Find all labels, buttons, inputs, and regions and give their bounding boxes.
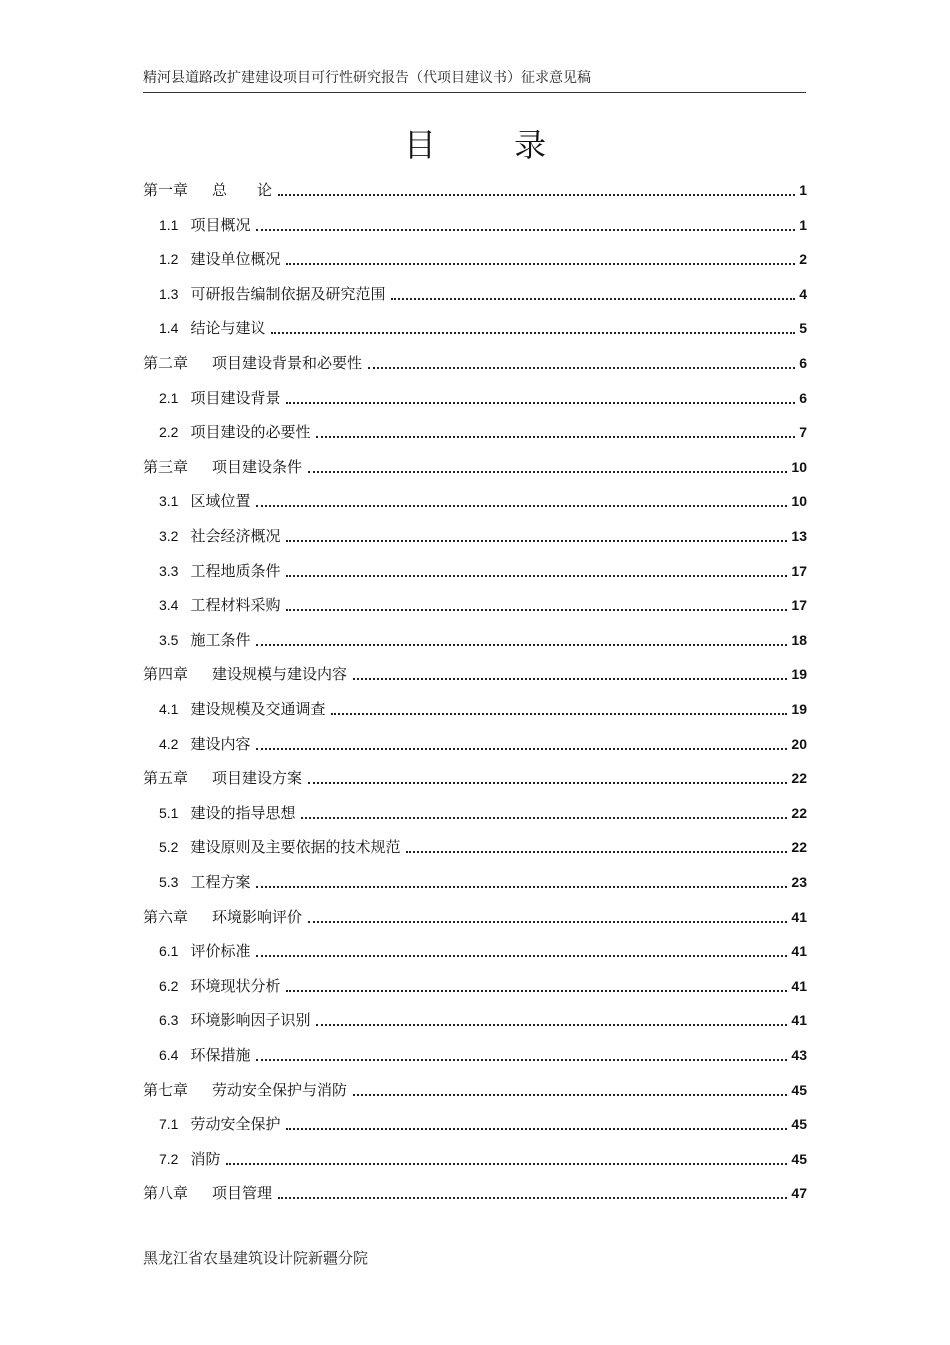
toc-chapter-entry[interactable] xyxy=(143,455,807,477)
toc-entry-number: 第七章 xyxy=(143,1081,189,1099)
toc-entry-title: 项目建设的必要性 xyxy=(190,423,311,441)
toc-chapter-entry[interactable] xyxy=(143,1078,807,1100)
toc-entry-number: 第四章 xyxy=(143,665,189,683)
toc-section-entry[interactable] xyxy=(159,1043,807,1065)
toc-entry-number: 3.5 xyxy=(159,632,179,648)
dot-leader xyxy=(308,782,787,784)
toc-entry-title: 项目建设方案 xyxy=(212,769,303,787)
toc-section-entry[interactable] xyxy=(159,316,807,338)
dot-leader xyxy=(353,1094,787,1096)
toc-chapter-entry[interactable] xyxy=(143,1181,807,1203)
dot-leader xyxy=(308,921,787,923)
dot-leader xyxy=(256,505,787,507)
toc-entry-number: 3.3 xyxy=(159,563,179,579)
toc-page-number: 45 xyxy=(791,1082,807,1098)
toc-entry-number: 第五章 xyxy=(143,769,189,787)
toc-section-entry[interactable] xyxy=(159,593,807,615)
toc-entry-number: 3.2 xyxy=(159,528,179,544)
toc-section-entry[interactable] xyxy=(159,489,807,511)
toc-section-entry[interactable] xyxy=(159,835,807,857)
toc-chapter-entry[interactable] xyxy=(143,178,807,200)
toc-page-number: 22 xyxy=(791,839,807,855)
toc-entry-title: 建设的指导思想 xyxy=(190,804,296,822)
toc-entry-number: 5.2 xyxy=(159,839,179,855)
toc-entry-title: 建设原则及主要依据的技术规范 xyxy=(190,838,401,856)
dot-leader xyxy=(353,678,787,680)
toc-entry-title: 项目建设背景和必要性 xyxy=(212,354,363,372)
toc-section-entry[interactable] xyxy=(159,939,807,961)
toc-page-number: 23 xyxy=(791,874,807,890)
toc-page-number: 1 xyxy=(799,217,807,233)
toc-chapter-entry[interactable] xyxy=(143,662,807,684)
toc-entry-number: 4.1 xyxy=(159,701,179,717)
toc-entry-number: 1.1 xyxy=(159,217,179,233)
toc-page-number: 17 xyxy=(791,563,807,579)
toc-entry-title: 项目管理 xyxy=(212,1184,273,1202)
toc-entry-title: 环保措施 xyxy=(190,1046,251,1064)
dot-leader xyxy=(256,1059,787,1061)
toc-entry-title: 评价标准 xyxy=(190,942,251,960)
toc-chapter-entry[interactable] xyxy=(143,351,807,373)
toc-section-entry[interactable] xyxy=(159,1112,807,1134)
dot-leader xyxy=(286,1128,787,1130)
toc-page-number: 10 xyxy=(791,459,807,475)
dot-leader xyxy=(286,540,787,542)
dot-leader xyxy=(271,332,795,334)
dot-leader xyxy=(331,713,787,715)
toc-entry-title: 施工条件 xyxy=(190,631,251,649)
toc-entry-title: 社会经济概况 xyxy=(190,527,281,545)
toc-entry-title: 建设规模与建设内容 xyxy=(212,665,348,683)
toc-page-number: 19 xyxy=(791,666,807,682)
toc-section-entry[interactable] xyxy=(159,870,807,892)
toc-entry-title: 消防 xyxy=(190,1150,221,1168)
toc-page-number: 7 xyxy=(799,424,807,440)
toc-entry-title: 项目概况 xyxy=(190,216,251,234)
toc-entry-title: 可研报告编制依据及研究范围 xyxy=(190,285,386,303)
dot-leader xyxy=(301,817,787,819)
toc-section-entry[interactable] xyxy=(159,213,807,235)
toc-chapter-entry[interactable] xyxy=(143,905,807,927)
dot-leader xyxy=(286,575,787,577)
toc-page-number: 22 xyxy=(791,770,807,786)
toc-section-entry[interactable] xyxy=(159,801,807,823)
toc-entry-number: 2.1 xyxy=(159,390,179,406)
dot-leader xyxy=(278,1197,787,1199)
toc-entry-title: 环境现状分析 xyxy=(190,977,281,995)
dot-leader xyxy=(286,990,787,992)
toc-entry-number: 5.1 xyxy=(159,805,179,821)
toc-page-number: 41 xyxy=(791,909,807,925)
toc-page-number: 17 xyxy=(791,597,807,613)
toc-chapter-entry[interactable] xyxy=(143,766,807,788)
running-header: 精河县道路改扩建建设项目可行性研究报告（代项目建议书）征求意见稿 xyxy=(143,68,806,93)
toc-section-entry[interactable] xyxy=(159,559,807,581)
toc-page-number: 41 xyxy=(791,1012,807,1028)
dot-leader xyxy=(256,229,795,231)
toc-section-entry[interactable] xyxy=(159,282,807,304)
toc-entry-title: 环境影响评价 xyxy=(212,908,303,926)
dot-leader xyxy=(256,886,787,888)
toc-entry-title: 建设单位概况 xyxy=(190,250,281,268)
dot-leader xyxy=(256,748,787,750)
toc-entry-title: 项目建设背景 xyxy=(190,389,281,407)
toc-entry-number: 4.2 xyxy=(159,736,179,752)
toc-page-number: 47 xyxy=(791,1185,807,1201)
dot-leader xyxy=(316,1024,787,1026)
toc-section-entry[interactable] xyxy=(159,628,807,650)
dot-leader xyxy=(256,955,787,957)
dot-leader xyxy=(278,194,795,196)
dot-leader xyxy=(226,1163,787,1165)
toc-page-number: 41 xyxy=(791,978,807,994)
toc-entry-number: 2.2 xyxy=(159,424,179,440)
toc-section-entry[interactable] xyxy=(159,697,807,719)
toc-entry-number: 6.3 xyxy=(159,1012,179,1028)
toc-entry-title: 环境影响因子识别 xyxy=(190,1011,311,1029)
toc-entry-title: 项目建设条件 xyxy=(212,458,303,476)
dot-leader xyxy=(286,263,795,265)
toc-section-entry[interactable] xyxy=(159,732,807,754)
toc-entry-number: 第二章 xyxy=(143,354,189,372)
dot-leader xyxy=(286,402,795,404)
dot-leader xyxy=(316,436,795,438)
dot-leader xyxy=(368,367,795,369)
toc-entry-number: 3.4 xyxy=(159,597,179,613)
toc-page-number: 22 xyxy=(791,805,807,821)
toc-page-number: 41 xyxy=(791,943,807,959)
toc-entry-title: 建设规模及交通调查 xyxy=(190,700,326,718)
toc-entry-number: 第一章 xyxy=(143,181,189,199)
dot-leader xyxy=(406,851,787,853)
toc-entry-number: 7.2 xyxy=(159,1151,179,1167)
toc-page-number: 18 xyxy=(791,632,807,648)
toc-page-number: 45 xyxy=(791,1151,807,1167)
toc-page-number: 4 xyxy=(799,286,807,302)
toc-entry-number: 6.4 xyxy=(159,1047,179,1063)
toc-entry-title: 建设内容 xyxy=(190,735,251,753)
toc-page-number: 1 xyxy=(799,182,807,198)
toc-entry-number: 6.1 xyxy=(159,943,179,959)
toc-entry-number: 1.2 xyxy=(159,251,179,267)
toc-entry-title: 区域位置 xyxy=(190,492,251,510)
toc-page-number: 6 xyxy=(799,390,807,406)
toc-section-entry[interactable] xyxy=(159,974,807,996)
toc-page-number: 43 xyxy=(791,1047,807,1063)
dot-leader xyxy=(391,298,795,300)
toc-section-entry[interactable] xyxy=(159,1008,807,1030)
toc-page-number: 20 xyxy=(791,736,807,752)
toc-section-entry[interactable] xyxy=(159,247,807,269)
dot-leader xyxy=(286,609,787,611)
toc-entry-number: 6.2 xyxy=(159,978,179,994)
toc-page-number: 5 xyxy=(799,320,807,336)
toc-entry-title: 结论与建议 xyxy=(190,319,266,337)
toc-page-number: 19 xyxy=(791,701,807,717)
toc-entry-number: 第八章 xyxy=(143,1184,189,1202)
toc-page-number: 2 xyxy=(799,251,807,267)
toc-entry-title: 劳动安全保护 xyxy=(190,1115,281,1133)
toc-page-number: 45 xyxy=(791,1116,807,1132)
toc-entry-number: 第三章 xyxy=(143,458,189,476)
toc-title: 目 录 xyxy=(403,126,581,164)
toc-entry-number: 1.4 xyxy=(159,320,179,336)
toc-entry-number: 1.3 xyxy=(159,286,179,302)
toc-page-number: 6 xyxy=(799,355,807,371)
toc-entry-title: 劳动安全保护与消防 xyxy=(212,1081,348,1099)
toc-section-entry[interactable] xyxy=(159,524,807,546)
dot-leader xyxy=(308,471,787,473)
toc-entry-number: 第六章 xyxy=(143,908,189,926)
toc-section-entry[interactable] xyxy=(159,420,807,442)
toc-section-entry[interactable] xyxy=(159,1147,807,1169)
toc-entry-number: 7.1 xyxy=(159,1116,179,1132)
toc-entry-number: 5.3 xyxy=(159,874,179,890)
toc-entry-title: 总 论 xyxy=(212,181,273,199)
toc-entry-title: 工程地质条件 xyxy=(190,562,281,580)
toc-entry-number: 3.1 xyxy=(159,493,179,509)
toc-page-number: 13 xyxy=(791,528,807,544)
toc-entry-title: 工程方案 xyxy=(190,873,251,891)
toc-entry-title: 工程材料采购 xyxy=(190,596,281,614)
toc-page-number: 10 xyxy=(791,493,807,509)
dot-leader xyxy=(256,644,787,646)
toc-section-entry[interactable] xyxy=(159,386,807,408)
running-footer: 黑龙江省农垦建筑设计院新疆分院 xyxy=(143,1249,369,1267)
